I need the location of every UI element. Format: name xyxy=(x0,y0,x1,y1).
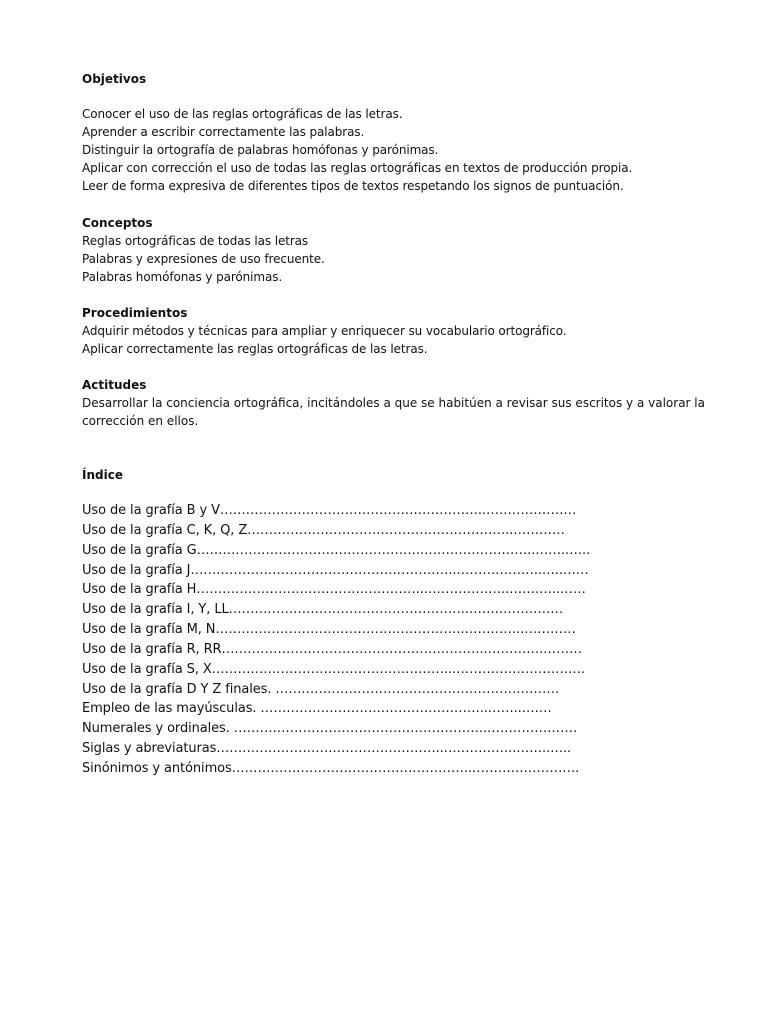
objetivos-item: Distinguir la ortografía de palabras homófonas y parónimas. xyxy=(82,143,439,157)
conceptos-item: Palabras homófonas y parónimas. xyxy=(82,270,283,284)
indice-item: Uso de la grafía I, Y, LL………………………………………………..…….…………… xyxy=(82,602,564,618)
indice-item: Uso de la grafía G……………………………………………..……………………..……..….. xyxy=(82,542,591,558)
procedimientos-item: Aplicar correctamente las reglas ortográficas de las letras. xyxy=(82,342,428,356)
indice-item: Uso de la grafía H……………………………………………..………………..…….…..…… xyxy=(82,582,586,598)
indice-item: Uso de la grafía S, X………………………………………………..…………………………. xyxy=(82,661,585,677)
procedimientos-item: Adquirir métodos y técnicas para ampliar y enriquecer su vocabulario ortográfico. xyxy=(82,324,567,338)
actitudes-heading: Actitudes xyxy=(82,378,147,392)
indice-item: Empleo de las mayúsculas. ……………………………………………..……..……. xyxy=(82,701,552,717)
objetivos-item: Aprender a escribir correctamente las palabras. xyxy=(82,125,365,139)
conceptos-item: Reglas ortográficas de todas las letras xyxy=(82,234,309,248)
actitudes-text: Desarrollar la conciencia ortográfica, incitándoles a que se habitúen a revisar sus escritos y a valorar la corrección en ellos. xyxy=(82,396,705,428)
objetivos-heading: Objetivos xyxy=(82,72,147,86)
objetivos-item: Leer de forma expresiva de diferentes tipos de textos respetando los signos de puntuación. xyxy=(82,179,624,193)
indice-list xyxy=(82,501,591,779)
actitudes-section xyxy=(82,376,722,430)
indice-item: Numerales y ordinales. …………………………………………………..………………… xyxy=(82,721,578,737)
objetivos-item: Conocer el uso de las reglas ortográficas de las letras. xyxy=(82,107,403,121)
procedimientos-section xyxy=(82,304,722,358)
indice-heading: Índice xyxy=(82,468,123,482)
objetivos-item: Aplicar con corrección el uso de todas las reglas ortográficas en textos de producción propia. xyxy=(82,161,633,175)
indice-item: Siglas y abreviaturas……………………………………………..……………..……..….. xyxy=(82,741,572,757)
procedimientos-heading: Procedimientos xyxy=(82,306,188,320)
indice-item: Uso de la grafía M, N………………………………………………….…………..………… xyxy=(82,622,576,638)
conceptos-section xyxy=(82,214,722,286)
indice-item: Uso de la grafía D Y Z finales. ………………………………………………………… xyxy=(82,681,560,697)
conceptos-item: Palabras y expresiones de uso frecuente. xyxy=(82,252,325,266)
indice-section xyxy=(82,466,722,484)
indice-item: Sinónimos y antónimos………………………………………………..……………………. xyxy=(82,760,580,776)
indice-item: Uso de la grafía C, K, Q, Z……………………………………………………..………… xyxy=(82,522,565,538)
conceptos-heading: Conceptos xyxy=(82,216,153,230)
indice-item: Uso de la grafía B y V……………………………………………………..………………… xyxy=(82,503,577,518)
indice-item: Uso de la grafía R, RR……………………………………………………..………….……… xyxy=(82,641,582,657)
objetivos-section xyxy=(82,70,722,195)
indice-item: Uso de la grafía J……………………………………………………..………………..…..…… xyxy=(82,562,589,578)
